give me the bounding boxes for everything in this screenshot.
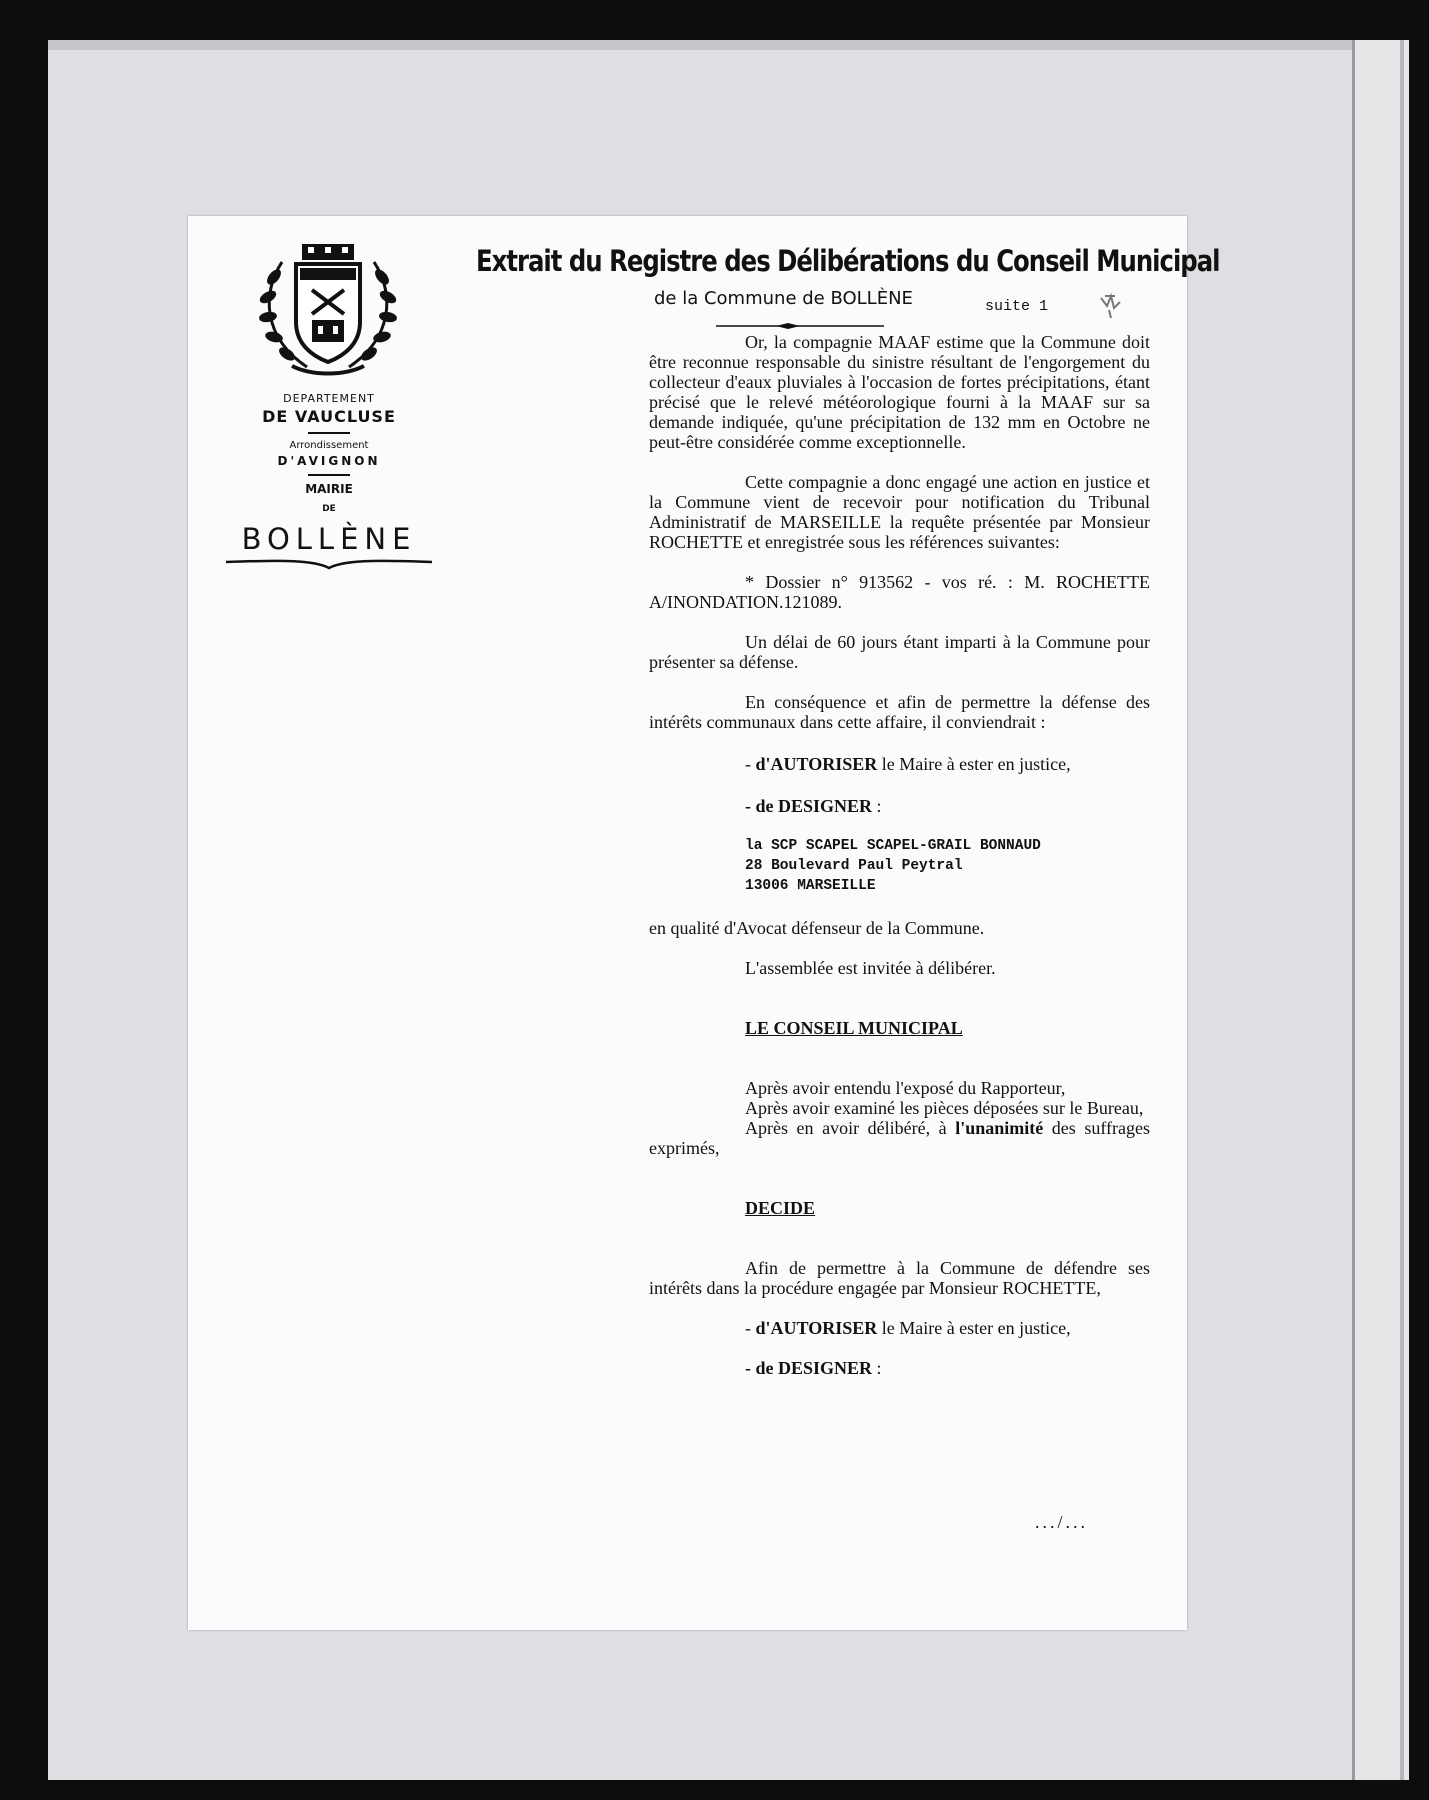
divider	[308, 432, 350, 434]
page-top-edge	[48, 40, 1358, 50]
address-line: la SCP SCAPEL SCAPEL-GRAIL BONNAUD	[745, 838, 1041, 854]
paragraph: * Dossier n° 913562 - vos ré. : M. ROCHETTE A/INONDATION.121089.	[649, 572, 1150, 612]
letterhead-avignon: D'AVIGNON	[277, 454, 381, 468]
section-heading: LE CONSEIL MUNICIPAL	[745, 1018, 963, 1038]
page-edge	[1352, 40, 1409, 1780]
paragraph: Un délai de 60 jours étant imparti à la Commune pour présenter sa défense.	[649, 632, 1150, 672]
coat-of-arms-icon	[252, 242, 404, 382]
page-suite: suite 1	[985, 298, 1049, 315]
paragraph: Après en avoir délibéré, à l'unanimité des suffrages exprimés,	[649, 1118, 1150, 1158]
paragraph: Après avoir examiné les pièces déposées sur le Bureau,	[745, 1098, 1144, 1118]
list-item: - d'AUTORISER le Maire à ester en justice,	[745, 1318, 1071, 1338]
section-heading: DECIDE	[745, 1198, 816, 1218]
document-body	[649, 332, 1150, 1378]
letterhead-departement: DEPARTEMENT	[283, 392, 375, 405]
page-subtitle: de la Commune de BOLLÈNE	[654, 288, 913, 309]
letterhead-mairie: MAIRIE	[305, 482, 353, 496]
paragraph: Or, la compagnie MAAF estime que la Commune doit être reconnue responsable du sinistre résultant de l'engorgement du collecteur d'eaux pluviales à l'occasion de fortes précipitations, étant précisé que le relevé météorologique fourni à la MAAF sur sa demande indiquée, qu'une précipitation de 132 mm en Octobre ne peut-être considérée comme exceptionnelle.	[649, 332, 1150, 452]
list-item: - d'AUTORISER le Maire à ester en justice,	[745, 754, 1071, 774]
subtitle-divider	[716, 322, 884, 330]
divider	[308, 474, 350, 476]
letterhead	[220, 392, 438, 570]
paragraph: En conséquence et afin de permettre la défense des intérêts communaux dans cette affaire, il conviendrait :	[649, 692, 1150, 732]
paragraph: Afin de permettre à la Commune de défendre ses intérêts dans la procédure engagée par Monsieur ROCHETTE,	[649, 1258, 1150, 1298]
letterhead-vaucluse: DE VAUCLUSE	[262, 407, 396, 426]
paragraph: Cette compagnie a donc engagé une action en justice et la Commune vient de recevoir pour notification du Tribunal Administratif de MARSEILLE la requête présentée par Monsieur ROCHETTE et enregistrée sous les références suivantes:	[649, 472, 1150, 552]
address-line: 13006 MARSEILLE	[745, 878, 876, 894]
list-item: - de DESIGNER :	[745, 796, 882, 816]
letterhead-de: DE	[322, 504, 336, 514]
paragraph: en qualité d'Avocat défenseur de la Commune.	[649, 918, 985, 938]
paragraph: Après avoir entendu l'exposé du Rapporteur,	[745, 1078, 1066, 1098]
list-item: - de DESIGNER :	[745, 1358, 882, 1378]
letterhead-arrondissement: Arrondissement	[289, 440, 369, 451]
address-line: 28 Boulevard Paul Peytral	[745, 858, 963, 874]
stamp-mark-icon	[1097, 292, 1125, 322]
address-block	[649, 836, 1150, 896]
letterhead-bollene: BOLLÈNE	[241, 522, 417, 556]
continuation-mark: .../...	[1035, 1512, 1089, 1532]
paragraph: L'assemblée est invitée à délibérer.	[745, 958, 996, 978]
swoosh-divider	[224, 556, 434, 570]
page-title: Extrait du Registre des Délibérations du Conseil Municipal	[476, 244, 1220, 278]
